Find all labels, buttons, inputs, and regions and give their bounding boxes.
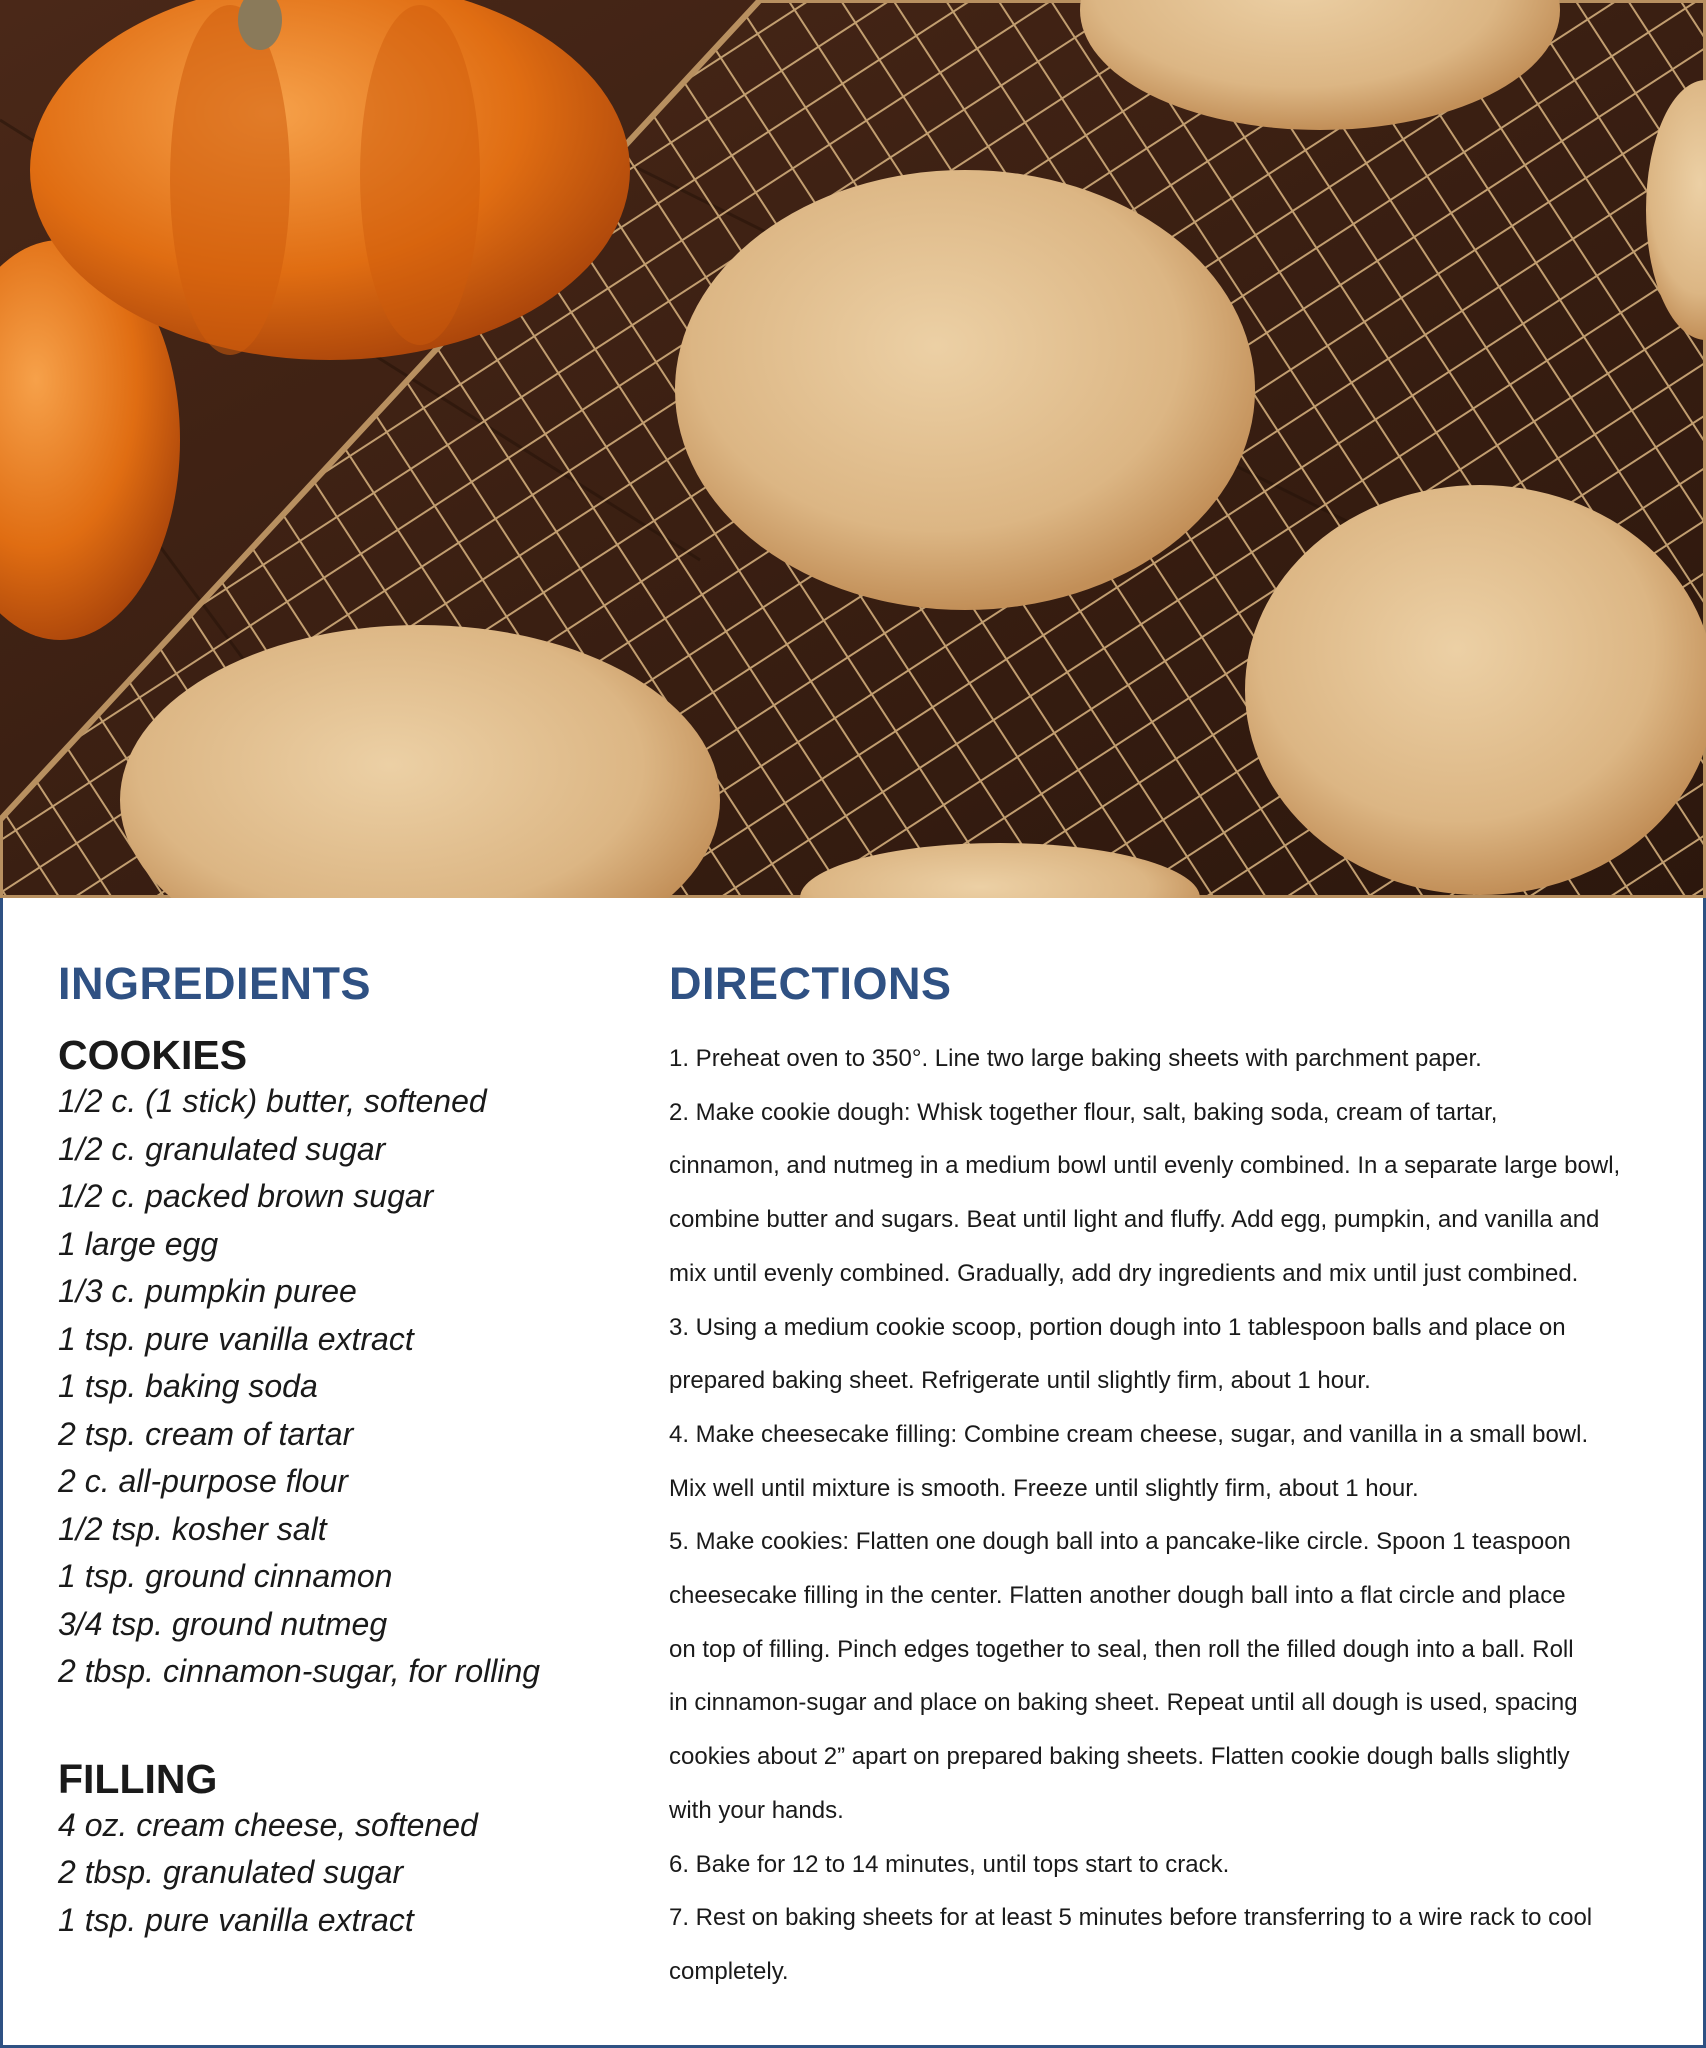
- ingredient-item: 1 tsp. pure vanilla extract: [58, 1320, 414, 1357]
- ingredients-section: [58, 958, 618, 1944]
- direction-line: 4. Make cheesecake filling: Combine cream cheese, sugar, and vanilla in a small bowl.: [669, 1420, 1589, 1448]
- ingredient-item: 1 tsp. pure vanilla extract: [58, 1901, 414, 1938]
- cookies-photo: [0, 0, 1706, 898]
- ingredient-item: 1/3 c. pumpkin puree: [58, 1273, 357, 1309]
- ingredient-item: 1 tsp. baking soda: [58, 1368, 318, 1404]
- cookies-ingredient-list: [58, 1078, 618, 1696]
- cookies-heading: COOKIES: [58, 1032, 248, 1078]
- direction-line: combine butter and sugars. Beat until light and fluffy. Add egg, pumpkin, and vanilla and: [669, 1206, 1600, 1234]
- filling-section: [58, 1756, 618, 1945]
- direction-line: Mix well until mixture is smooth. Freeze until slightly firm, about 1 hour.: [669, 1474, 1419, 1502]
- ingredient-item: 1/2 c. granulated sugar: [58, 1130, 386, 1167]
- direction-line: on top of filling. Pinch edges together to seal, then roll the filled dough into a ball. Roll: [669, 1635, 1574, 1663]
- ingredient-item: 1/2 tsp. kosher salt: [58, 1510, 327, 1547]
- direction-line: 2. Make cookie dough: Whisk together flour, salt, baking soda, cream of tartar,: [669, 1098, 1498, 1126]
- ingredient-item: 1 large egg: [58, 1225, 219, 1262]
- direction-line: completely.: [669, 1957, 789, 1985]
- ingredient-item: 1/2 c. (1 stick) butter, softened: [58, 1083, 487, 1119]
- direction-line: mix until evenly combined. Gradually, add dry ingredients and mix until just combined.: [669, 1259, 1579, 1287]
- ingredient-item: 3/4 tsp. ground nutmeg: [58, 1605, 388, 1642]
- direction-line: 3. Using a medium cookie scoop, portion dough into 1 tablespoon balls and place on: [669, 1313, 1566, 1341]
- filling-ingredient-list: [58, 1802, 618, 1945]
- ingredients-title: INGREDIENTS: [58, 958, 372, 1009]
- direction-line: 5. Make cookies: Flatten one dough ball into a pancake-like circle. Spoon 1 teaspoon: [669, 1528, 1571, 1556]
- direction-line: cookies about 2” apart on prepared baking sheets. Flatten cookie dough balls slightly: [669, 1743, 1570, 1771]
- direction-line: with your hands.: [669, 1796, 844, 1824]
- ingredient-item: 2 tbsp. granulated sugar: [58, 1854, 404, 1890]
- direction-line: prepared baking sheet. Refrigerate until slightly firm, about 1 hour.: [669, 1367, 1371, 1395]
- filling-heading: FILLING: [58, 1755, 218, 1802]
- directions-title: DIRECTIONS: [669, 958, 952, 1009]
- ingredient-item: 1/2 c. packed brown sugar: [58, 1178, 434, 1214]
- ingredient-item: 4 oz. cream cheese, softened: [58, 1806, 478, 1843]
- direction-line: 6. Bake for 12 to 14 minutes, until tops start to crack.: [669, 1850, 1230, 1878]
- direction-line: cheesecake filling in the center. Flatten another dough ball into a flat circle and place: [669, 1582, 1566, 1610]
- ingredient-item: 2 tsp. cream of tartar: [58, 1415, 354, 1452]
- cookies-on-cooling-rack-photo: [0, 0, 1706, 898]
- directions-section: [669, 958, 1659, 1999]
- direction-line: 1. Preheat oven to 350°. Line two large baking sheets with parchment paper.: [669, 1045, 1482, 1072]
- ingredient-item: 2 tbsp. cinnamon-sugar, for rolling: [58, 1653, 541, 1689]
- direction-line: in cinnamon-sugar and place on baking sheet. Repeat until all dough is used, spacing: [669, 1689, 1578, 1717]
- ingredient-item: 1 tsp. ground cinnamon: [58, 1558, 393, 1594]
- direction-line: 7. Rest on baking sheets for at least 5 minutes before transferring to a wire rack to cool: [669, 1904, 1593, 1932]
- directions-list: [669, 1032, 1659, 1999]
- direction-line: cinnamon, and nutmeg in a medium bowl until evenly combined. In a separate large bowl,: [669, 1152, 1621, 1180]
- ingredient-item: 2 c. all-purpose flour: [58, 1463, 348, 1499]
